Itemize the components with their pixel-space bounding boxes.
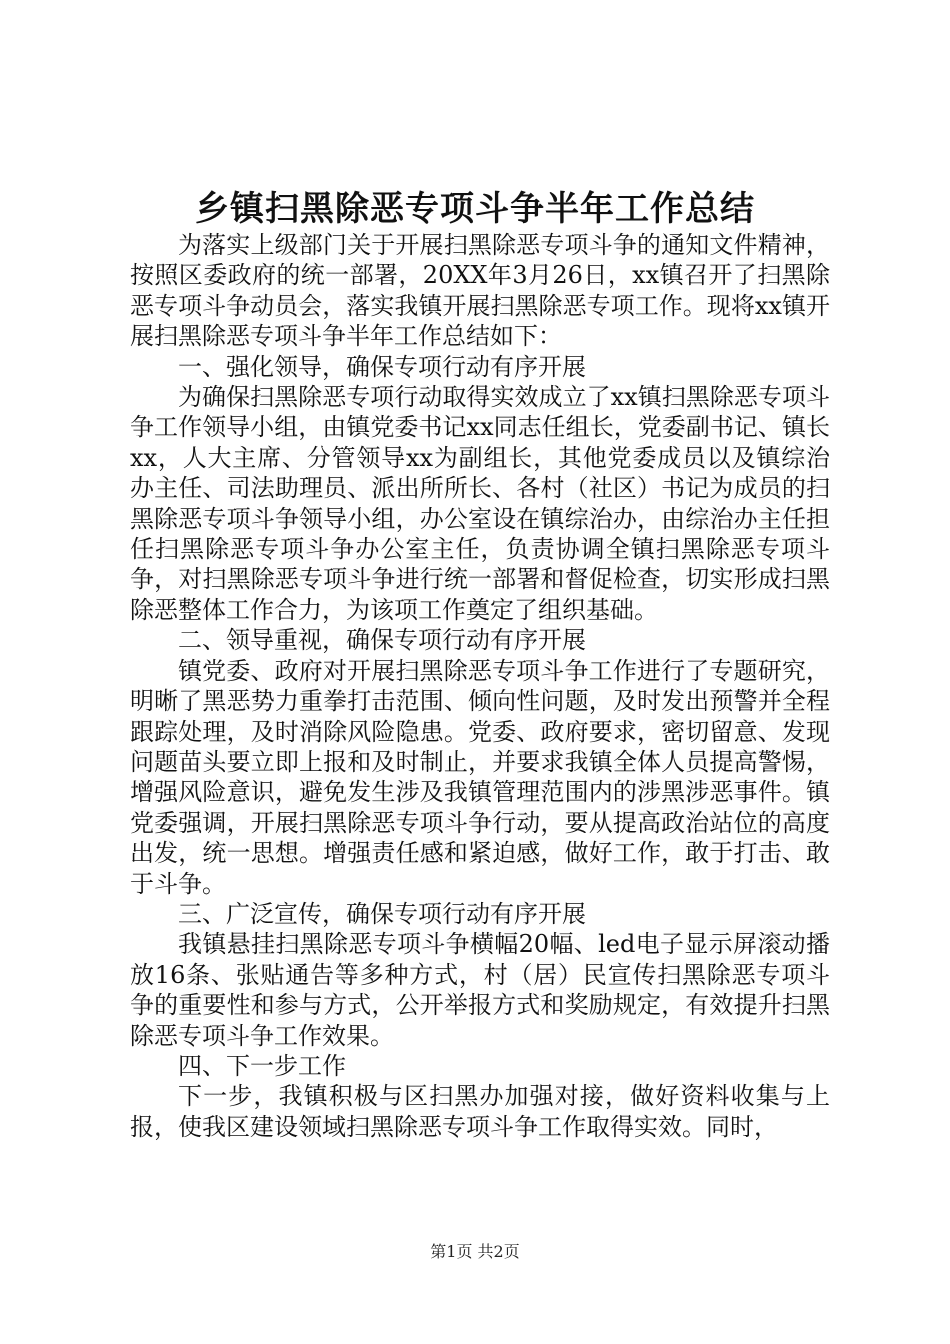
- section-body-4: 下一步，我镇积极与区扫黑办加强对接，做好资料收集与上报，使我区建设领域扫黑除恶专项斗争工作取得实效。同时，: [130, 1082, 830, 1141]
- intro-paragraph: 为落实上级部门关于开展扫黑除恶专项斗争的通知文件精神，按照区委政府的统一部署，20XX年3月26日，xx镇召开了扫黑除恶专项斗争动员会，落实我镇开展扫黑除恶专项工作。现将xx镇开展扫黑除恶专项斗争半年工作总结如下：: [130, 231, 830, 351]
- section-heading-3: 三、广泛宣传，确保专项行动有序开展: [178, 899, 586, 928]
- document-title: 乡镇扫黑除恶专项斗争半年工作总结: [195, 189, 755, 229]
- section-heading-1: 一、强化领导，确保专项行动有序开展: [178, 352, 586, 381]
- section-body-1: 为确保扫黑除恶专项行动取得实效成立了xx镇扫黑除恶专项斗争工作领导小组，由镇党委书记xx同志任组长，党委副书记、镇长xx，人大主席、分管领导xx为副组长，其他党委成员以及镇综治办主任、司法助理员、派出所所长、各村（社区）书记为成员的扫黑除恶专项斗争领导小组，办公室设在镇综治办，由综治办主任担任扫黑除恶专项斗争办公室主任，负责协调全镇扫黑除恶专项斗争，对扫黑除恶专项斗争进行统一部署和督促检查，切实形成扫黑除恶整体工作合力，为该项工作奠定了组织基础。: [130, 383, 830, 624]
- section-heading-4: 四、下一步工作: [178, 1051, 346, 1080]
- document-body: [130, 230, 830, 1142]
- page-number-footer: 第1页 共2页: [430, 1242, 520, 1261]
- section-heading-2: 二、领导重视，确保专项行动有序开展: [178, 626, 586, 655]
- section-body-2: 镇党委、政府对开展扫黑除恶专项斗争工作进行了专题研究，明晰了黑恶势力重拳打击范围、倾向性问题，及时发出预警并全程跟踪处理，及时消除风险隐患。党委、政府要求，密切留意、发现问题苗头要立即上报和及时制止，并要求我镇全体人员提高警惕，增强风险意识，避免发生涉及我镇管理范围内的涉黑涉恶事件。镇党委强调，开展扫黑除恶专项斗争行动，要从提高政治站位的高度出发，统一思想。增强责任感和紧迫感，做好工作，敢于打击、敢于斗争。: [130, 656, 830, 898]
- section-body-3: 我镇悬挂扫黑除恶专项斗争横幅20幅、led电子显示屏滚动播放16条、张贴通告等多种方式，村（居）民宣传扫黑除恶专项斗争的重要性和参与方式，公开举报方式和奖励规定，有效提升扫黑除恶专项斗争工作效果。: [130, 930, 830, 1050]
